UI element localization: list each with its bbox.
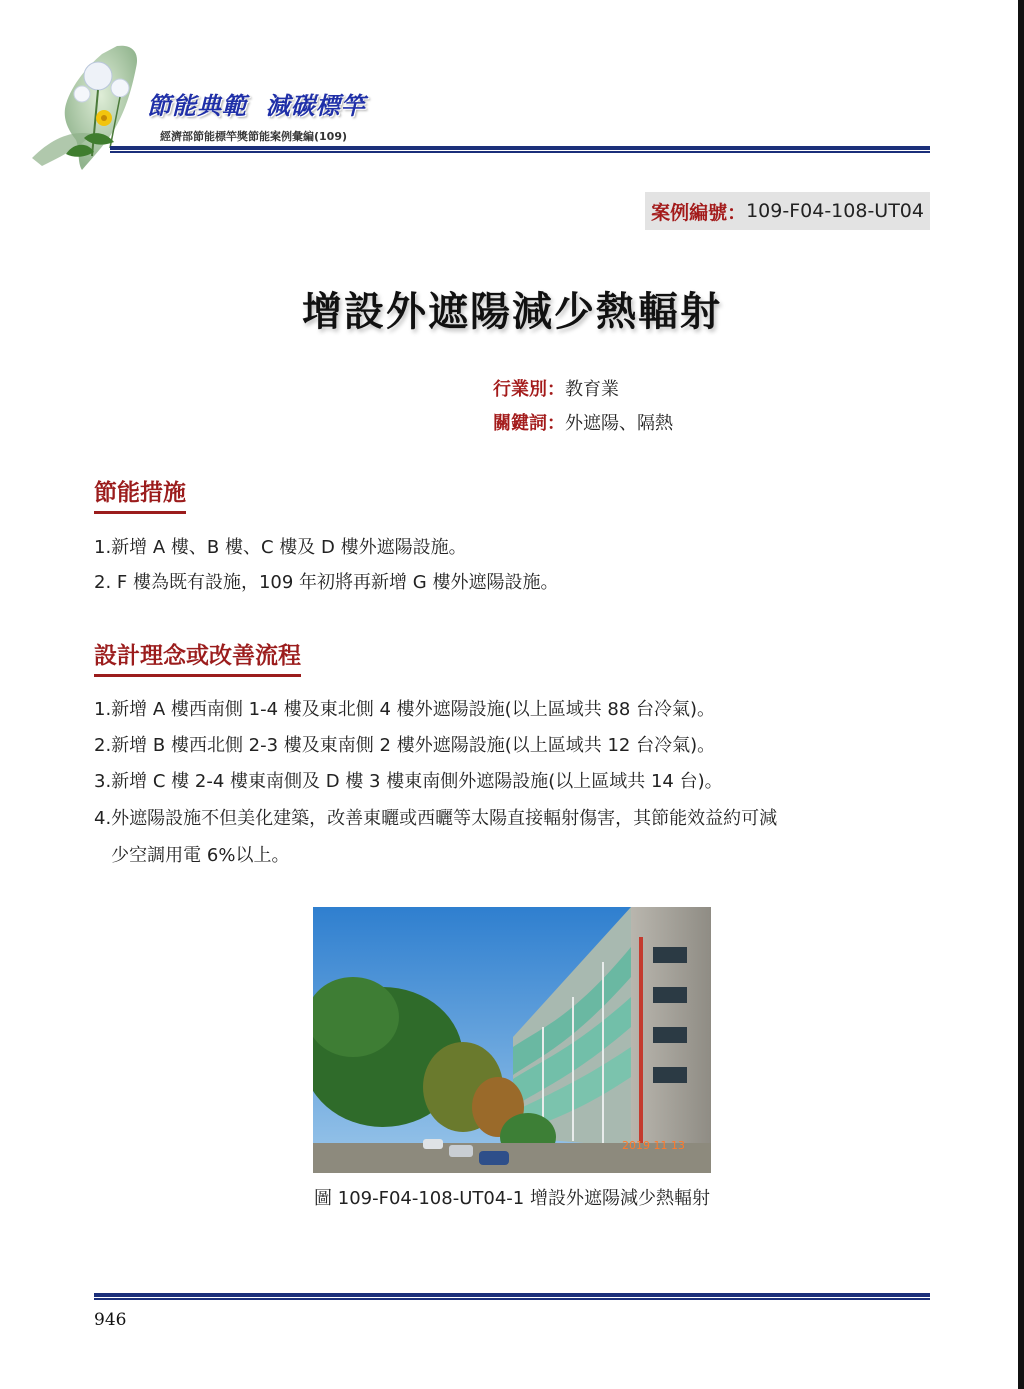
page-edge xyxy=(1018,0,1024,1389)
measure-item-1: 1.新增 A 樓、B 樓、C 樓及 D 樓外遮陽設施。 xyxy=(94,537,467,558)
case-number-label: 案例編號： xyxy=(651,201,747,224)
publication-subtitle: 經濟部節能標竿獎節能案例彙編(109) xyxy=(160,130,348,143)
header-divider xyxy=(110,146,930,154)
keywords-label: 關鍵詞： xyxy=(493,413,565,434)
page-number: 946 xyxy=(94,1310,127,1330)
measure-item-2: 2. F 樓為既有設施，109 年初將再新增 G 樓外遮陽設施。 xyxy=(94,572,559,593)
figure-caption: 圖 109-F04-108-UT04-1 增設外遮陽減少熱輻射 xyxy=(314,1188,710,1209)
industry-value: 教育業 xyxy=(565,379,619,400)
section-heading-design: 設計理念或改善流程 xyxy=(94,637,301,677)
keywords-row xyxy=(493,409,673,435)
design-item-2: 2.新增 B 樓西北側 2-3 樓及東南側 2 樓外遮陽設施(以上區域共 12 台冷氣)。 xyxy=(94,735,716,756)
case-number-box xyxy=(645,192,930,230)
keywords-value: 外遮陽、隔熱 xyxy=(565,413,673,434)
industry-row xyxy=(493,375,619,401)
section-heading-measures: 節能措施 xyxy=(94,474,186,514)
brand-slogan: 節能典範 減碳標竿 xyxy=(147,91,366,120)
footer-divider xyxy=(94,1293,930,1301)
design-item-4: 4.外遮陽設施不但美化建築，改善東曬或西曬等太陽直接輻射傷害，其節能效益約可減 xyxy=(94,808,778,829)
design-item-1: 1.新增 A 樓西南側 1-4 樓及東北側 4 樓外遮陽設施(以上區域共 88 台冷氣)。 xyxy=(94,699,716,720)
industry-label: 行業別： xyxy=(493,379,565,400)
building-sunshade-photo xyxy=(313,907,711,1173)
case-number-value: 109-F04-108-UT04 xyxy=(746,200,924,222)
photo-date-stamp: 2019 11 13 xyxy=(622,1139,685,1152)
page-title: 增設外遮陽減少熱輻射 xyxy=(302,289,722,335)
design-item-4-continued: 少空調用電 6%以上。 xyxy=(94,845,290,866)
design-item-3: 3.新增 C 樓 2-4 樓東南側及 D 樓 3 樓東南側外遮陽設施(以上區域共 14 台)。 xyxy=(94,771,723,792)
